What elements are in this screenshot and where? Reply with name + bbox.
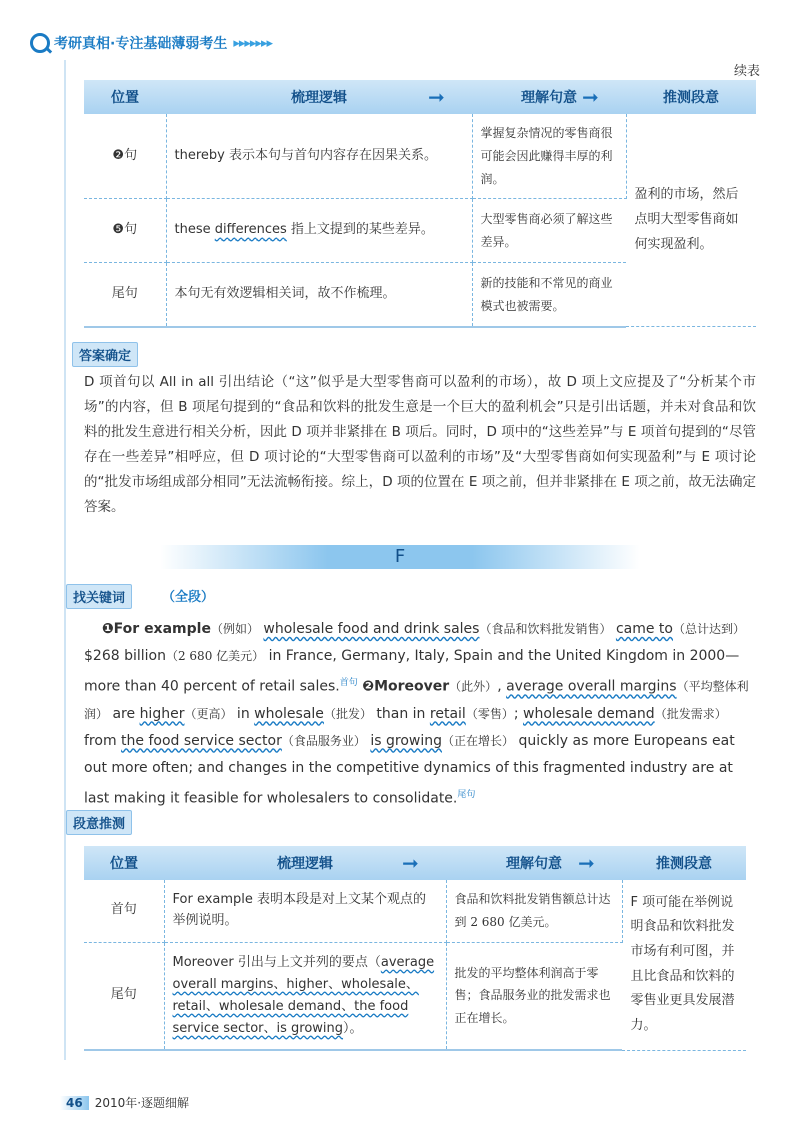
infer-tag: 段意推测	[66, 810, 132, 835]
row-logic: For example 表明本段是对上文某个观点的举例说明。	[164, 880, 446, 942]
col-header-logic: 梳理逻辑	[164, 846, 446, 880]
page-header	[30, 30, 272, 56]
col-header-summary: ➞ 推测段意	[626, 80, 756, 114]
arrow-right-icon: ➞	[582, 85, 599, 109]
table-header-row	[84, 846, 746, 880]
keywords-scope: （全段）	[162, 590, 215, 605]
header-arrows: ▸▸▸▸▸▸▸	[233, 35, 273, 51]
answer-tag: 答案确定	[72, 342, 138, 367]
page-number: 46	[60, 1096, 89, 1110]
section-banner: F	[160, 545, 640, 569]
row-logic: 本句无有效逻辑相关词，故不作梳理。	[166, 263, 472, 327]
row-logic: thereby 表示本句与首句内容存在因果关系。	[166, 114, 472, 199]
col-header-logic: 梳理逻辑	[166, 80, 472, 114]
book-title: 2010年·逐题细解	[94, 1096, 190, 1110]
row-position: 尾句	[84, 263, 166, 327]
table-row	[84, 880, 746, 942]
arrow-right-icon: ➞	[402, 851, 419, 875]
search-logo-icon	[30, 33, 50, 53]
col-header-summary: ➞ 推测段意	[622, 846, 746, 880]
row-meaning: 掌握复杂情况的零售商很可能会因此赚得丰厚的利润。	[472, 114, 626, 199]
row-position: ❺句	[84, 199, 166, 263]
row-position: ❷句	[84, 114, 166, 199]
col-header-position: 位置	[84, 846, 164, 880]
row-summary: 盈利的市场，然后点明大型零售商如何实现盈利。	[626, 114, 756, 327]
table-row	[84, 114, 756, 199]
page-footer	[60, 1094, 189, 1111]
answer-text: D 项首句以 All in all 引出结论（“这”似乎是大型零售商可以盈利的市场），故 D 项上文应提及了“分析某个市场”的内容，但 B 项尾句提到的“食品和饮料的批发生意是一个巨大的盈利机会”只是引出话题，并未对食品和饮料的批发生意进行相关分析，因此 D 项并非紧排在 B 项后。同时，D 项中的“这些差异”与 E 项首句提到的“尽管存在一些差异”相呼应，但 D 项讨论的“大型零售商可以盈利的市场”及“大型零售商如何实现盈利”与 E 项讨论的“批发市场组成部分相同”无法流畅衔接。综上，D 项的位置在 E 项之前，但并非紧排在 E 项之前，故无法确定答案。	[84, 374, 756, 515]
table-header-row	[84, 80, 756, 114]
arrow-right-icon: ➞	[578, 851, 595, 875]
brand-title: 考研真相·专注基础薄弱考生	[54, 36, 228, 52]
row-position: 尾句	[84, 942, 164, 1050]
analysis-table-1	[84, 80, 756, 328]
col-header-meaning: ➞ 理解句意	[472, 80, 626, 114]
row-meaning: 批发的平均整体利润高于零售；食品服务业的批发需求也正在增长。	[446, 942, 622, 1050]
row-logic: Moreover 引出与上文并列的要点（average overall margins、higher、wholesale、retail、wholesale demand、the food service sector、is growing）。	[164, 942, 446, 1050]
keywords-tag: 找关键词	[66, 584, 132, 609]
row-meaning: 大型零售商必须了解这些差异。	[472, 199, 626, 263]
row-logic: these differences 指上文提到的某些差异。	[166, 199, 472, 263]
continued-label: 续表	[733, 64, 760, 79]
row-summary: F 项可能在举例说明食品和饮料批发市场有利可图，并且比食品和饮料的零售业更具发展潜力。	[622, 880, 746, 1050]
arrow-right-icon: ➞	[428, 85, 445, 109]
row-position: 首句	[84, 880, 164, 942]
margin-rule	[64, 60, 66, 1060]
col-header-position: 位置	[84, 80, 166, 114]
analysis-table-2	[84, 846, 746, 1051]
row-meaning: 新的技能和不常见的商业模式也被需要。	[472, 263, 626, 327]
col-header-meaning: ➞ 理解句意	[446, 846, 622, 880]
passage-text: ❶For example（例如） wholesale food and drink sales（食品和饮料批发销售） came to（总计达到） $268 billion（2 680 亿美元） in France, Germany, Italy, Spain and the United Kingdom in 2000—more than 40 percent of retail sales.$^{首句}$ ❷Moreover（此外）, average overall margins（平均整体利润） are higher（更高） in wholesale（批发） than in retail（零售）; wholesale demand（批发需求） from the food service sector（食品服务业） is growing（正在增长） quickly as more Europeans eat out more often; and changes in the competitive dynamics of this fragmented industry are at last making it feasible for wholesalers to consolidate.$^{尾句}$	[84, 621, 749, 807]
row-meaning: 食品和饮料批发销售额总计达到 2 680 亿美元。	[446, 880, 622, 942]
